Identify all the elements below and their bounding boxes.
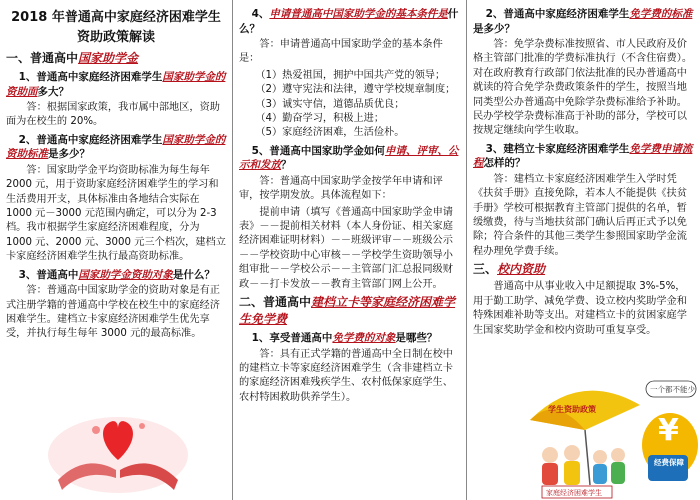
umbrella-label: 学生资助政策 [548, 405, 596, 414]
question-2: 2、普通高中家庭经济困难学生国家助学金的资助标准是多少？ [6, 133, 226, 161]
answer-4-intro: 答：申请普通高中国家助学金的基本条件是： [239, 39, 443, 65]
hands-heart-illustration [38, 400, 198, 500]
question-3: 3、普通高中国家助学金资助对象是什么？ [18, 268, 215, 281]
answer-7: 答：免学杂费标准按照省、市人民政府及价格主管部门批准的学费标准执行（不含住宿费）。对在政府教育行政部门依法批准的民办普通高中就读的符合免学杂费政策条件的学生，按照当地同类型公办普通高中免除学杂费标准给予补助。民办学校学杂费标准高于补助的部分，学校可以按规定继续向学生收取。 [473, 39, 693, 137]
condition-item: （1）热爱祖国，拥护中国共产党的领导； [255, 69, 446, 81]
speech-bubble-text: 一个都不能少 [650, 385, 695, 394]
answer-3: 答：普通高中国家助学金的资助对象是有正式注册学籍的普通高中学校在校生中的家庭经济困难学生。建档立卡家庭经济困难学生优先享受，并执行每生每年 3000 元的最高标准。 [6, 285, 220, 340]
column-2 [233, 0, 467, 500]
answer-6: 答：具有正式学籍的普通高中全日制在校中的建档立卡等家庭经济困难学生（含非建档立卡的家庭经济困难残疾学生、农村低保家庭学生、农村特困救助供养学生）。 [239, 348, 453, 403]
student-aid-illustration [520, 375, 700, 500]
condition-item: （3）诚实守信，道德品质优良； [255, 98, 405, 110]
answer-5-process: 提前申请（填写《普通高中国家助学金申请表》－－提前相关材料（本人身份证、相关家庭经济困难证明材料）－－班级评审－－班级公示－－学校资助中心审核－－学校学生资助领导小组审批－－学校公示－－主管部门汇总报同级财政－－打卡发放－－教育主管部门网上公开。 [239, 206, 453, 290]
yen-icon: ¥ [658, 413, 679, 448]
condition-item: （2）遵守宪法和法律，遵守学校规章制度； [255, 84, 456, 96]
question-4: 4、申请普通高中国家助学金的基本条件是什么？ [239, 8, 459, 35]
answer-2: 答：国家助学金平均资助标准为每生每年 2000 元，用于资助家庭经济困难学生的学习和生活费用开支，具体标准由各地结合实际在 1000 元－3000 元范围内确定，可以分为 2-3 档。我市根据学生家庭经济困难程度，分为 1000 元、2000 元、3000 元三个档次，建档立卡家庭经济困难学生执行最高资助标准。 [6, 164, 226, 263]
question-1: 1、普通高中家庭经济困难学生国家助学金的资助面多大？ [6, 71, 226, 98]
question-8: 3、建档立卡家庭经济困难学生免学费申请流程怎样的？ [473, 142, 693, 170]
answer-9: 普通高中从事业收入中足额提取 3%-5%，用于勤工助学、减免学费、设立校内奖助学金和特殊困难补助等支出。对建档立卡的贫困家庭学生国家奖助学金和校内资助可重复享受。 [473, 281, 687, 336]
question-7: 2、普通高中家庭经济困难学生免学费的标准是多少？ [473, 8, 693, 35]
column-1 [0, 0, 233, 500]
question-6: 1、享受普通高中免学费的对象是哪些？ [251, 332, 438, 345]
answer-8: 答：建档立卡家庭经济困难学生入学时凭《扶贫手册》直接免除，若本人不能提供《扶贫手册》学校可根据教育主管部门提供的名单，暂缓缴费，待与当地扶贫部门确认后再正式予以免除；符合条件的其他三类学生参照国家助学金流程办理免学费手续。 [473, 173, 687, 257]
condition-item: （5）家庭经济困难，生活俭朴。 [255, 127, 405, 139]
section-3-heading: 三、校内资助 [473, 262, 546, 277]
document-title: 2018 年普通高中家庭经济困难学生 资助政策解读 [11, 10, 221, 45]
section-2-heading: 二、普通高中建档立卡等家庭经济困难学生免学费 [239, 295, 456, 327]
question-5: 5、普通高中国家助学金如何申请、评审、公示和发放？ [239, 144, 459, 172]
answer-1: 答：根据国家政策，我市属中部地区，资助面为在校生的 20%。 [6, 102, 220, 128]
answer-5-intro: 答：普通高中国家助学金按学年申请和评审，按学期发放。具体流程如下： [239, 175, 443, 202]
condition-item: （4）勤奋学习，积极上进； [255, 113, 385, 125]
section-1-heading: 一、普通高中国家助学金 [6, 51, 139, 65]
banner-label: 家庭经济困难学生 [546, 489, 602, 497]
coin-label: 经费保障 [654, 458, 684, 467]
